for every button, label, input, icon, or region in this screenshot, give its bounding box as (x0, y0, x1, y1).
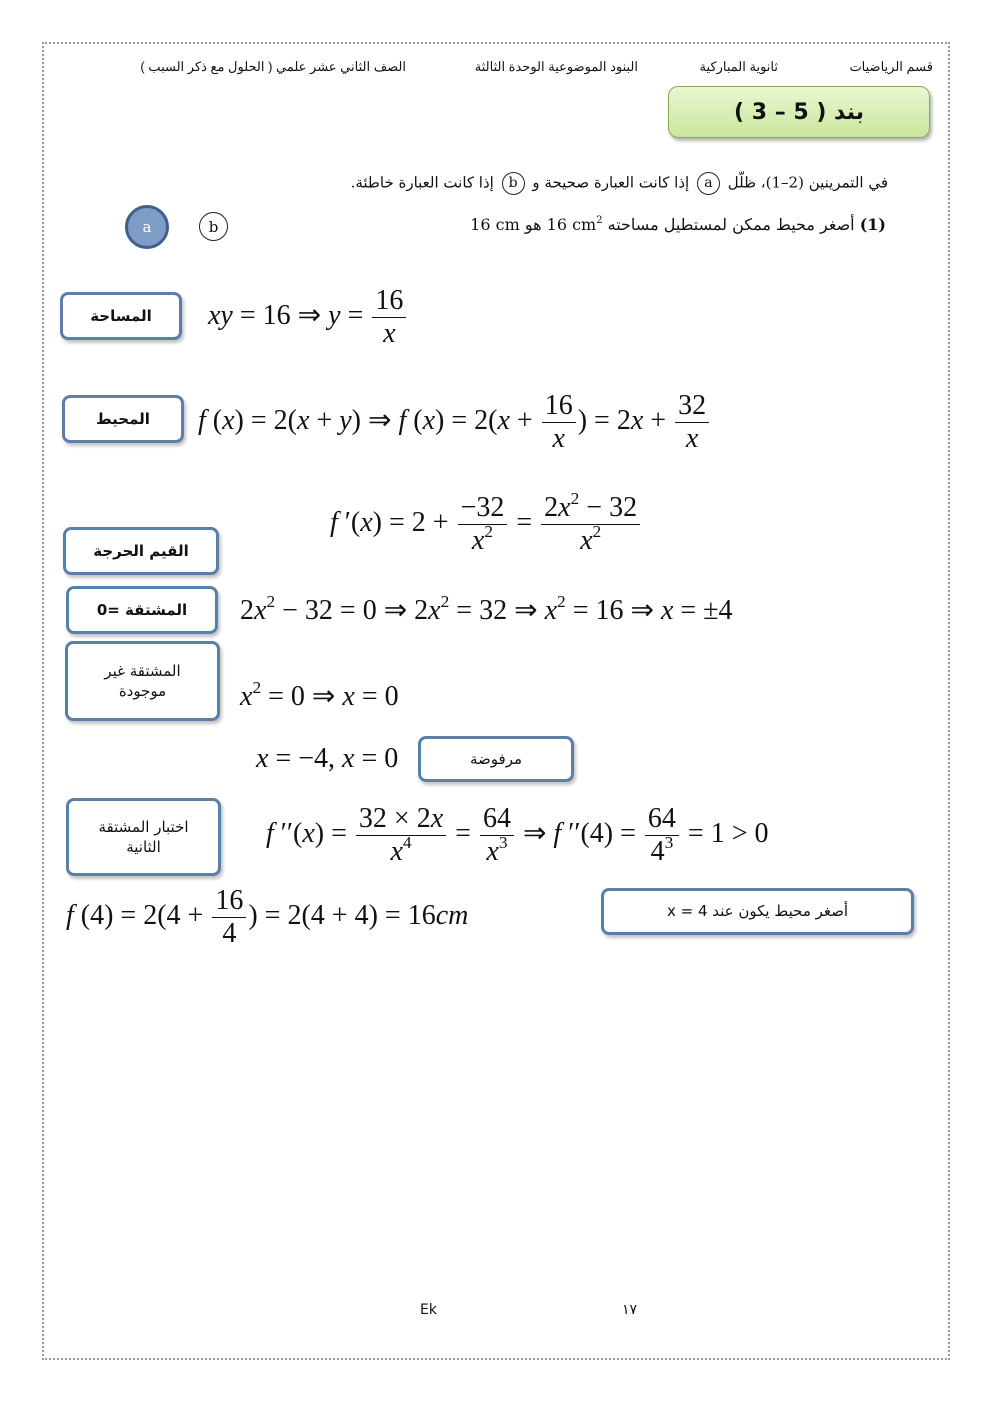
header-school: ثانوية المباركية (699, 59, 778, 74)
section-title: بند ( 5 – 3 ) (668, 86, 930, 138)
label-perimeter: المحيط (62, 395, 184, 443)
label-rejected: مرفوضة (418, 736, 574, 782)
question-number: (1) (859, 215, 886, 234)
eq-area: xy = 16 ⇒ y = $\frac{16}{x}$ (208, 285, 408, 350)
frac-16-over-4: $\frac{16}{4}$ (212, 885, 246, 950)
frac-2x2-32-over-x2: $\frac{2x^2 - 32}{x^2}$ (541, 492, 640, 557)
frac-16-over-x-2: $\frac{16}{x}$ (542, 390, 576, 455)
label-second-test-line2: الثانية (126, 838, 161, 856)
question-area-value: 16 cm (546, 215, 597, 234)
eq-first-derivative: f ′(x) = 2 + $\frac{-32}{x^2}$ = $\frac{2x^2 - 32}{x^2}$ (330, 492, 642, 557)
footer-author: Ek (420, 1302, 437, 1318)
label-derivative-undefined (65, 641, 220, 721)
option-b[interactable]: b (199, 212, 228, 241)
instruction-part3: إذا كانت العبارة خاطئة. (350, 173, 494, 192)
label-derivative-zero: المشتقة =0 (66, 586, 218, 634)
eq-perimeter: f (x) = 2(x + y) ⇒ f (x) = 2(x + $\frac{16}{x}$ ) = 2x + $\frac{32}{x}$ (198, 390, 711, 455)
frac-32-over-x: $\frac{32}{x}$ (675, 390, 709, 455)
eq-second-derivative: f ′′(x) = $\frac{32 \times 2x}{x^4}$ = $\frac{64}{x^3}$ ⇒ f ′′(4) = $\frac{64}{4^3}$ = 1 > 0 (266, 803, 769, 868)
footer-page-number: ١٧ (622, 1302, 638, 1318)
label-critical-values: القيم الحرجة (63, 527, 219, 575)
frac-64-over-x3: $\frac{64}{x^3}$ (480, 803, 514, 868)
question-answer: 16 cm (470, 215, 520, 234)
label-second-derivative-test (66, 798, 221, 876)
label-conclusion: أصغر محيط يكون عند x = 4 (601, 888, 914, 935)
instruction (351, 172, 888, 195)
question-area-exponent: 2 (596, 215, 603, 227)
header-unit: البنود الموضوعية الوحدة الثالثة (474, 59, 638, 74)
frac-32x2x-over-x4: $\frac{32 \times 2x}{x^4}$ (356, 803, 446, 868)
question (470, 215, 886, 234)
header-department: قسم الرياضيات (849, 59, 933, 74)
question-text: أصغر محيط ممكن لمستطيل مساحته (607, 215, 855, 234)
label-derivative-undefined-line2: موجودة (118, 682, 167, 700)
question-verb: هو (524, 215, 542, 234)
label-derivative-undefined-line1: المشتقة غير (104, 661, 181, 680)
option-a-selected[interactable]: a (125, 205, 169, 249)
frac-64-over-4cubed: $\frac{64}{4^3}$ (645, 803, 679, 868)
frac-neg32-over-x2: $\frac{-32}{x^2}$ (458, 492, 508, 557)
frac-16-over-x: $\frac{16}{x}$ (372, 285, 406, 350)
eq-rejected-values: x = −4, x = 0 (256, 743, 399, 774)
eq-derivative-undefined: $x^2 = 0$ ⇒ x = 0 (240, 677, 399, 712)
instruction-part2: إذا كانت العبارة صحيحة و (532, 173, 690, 192)
instruction-option-a-icon: a (697, 172, 720, 195)
eq-derivative-zero: $2x^2 - 32 = 0$ ⇒ $2x^2 = 32$ ⇒ $x^2 = 16$ ⇒ x = ±4 (240, 591, 733, 626)
label-area: المساحة (60, 292, 182, 340)
instruction-part1: في التمرينين (2–1)، ظلّل (727, 173, 888, 192)
instruction-option-b-icon: b (502, 172, 525, 195)
eq-minimum-perimeter: f (4) = 2(4 + $\frac{16}{4}$ ) = 2(4 + 4) = 16cm (66, 885, 469, 950)
question-area (547, 215, 603, 234)
header-grade: الصف الثاني عشر علمي ( الحلول مع ذكر السبب ) (140, 59, 406, 74)
label-second-test-line1: اختبار المشتقة (98, 817, 189, 836)
